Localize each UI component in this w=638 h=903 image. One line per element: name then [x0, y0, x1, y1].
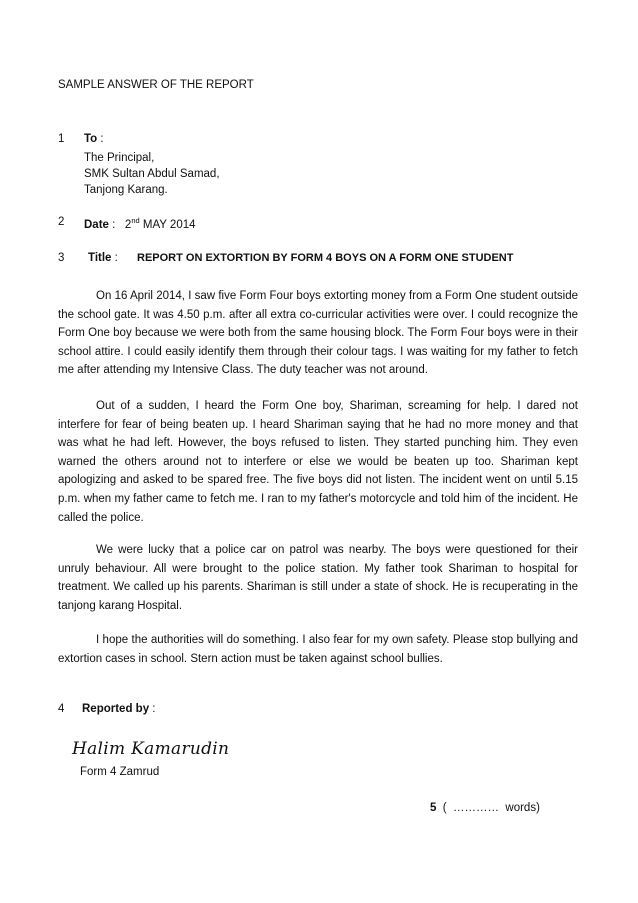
to-colon: : — [97, 133, 104, 145]
word-count-row — [430, 802, 540, 814]
title-label: Title — [88, 252, 112, 264]
to-label-row — [84, 133, 104, 145]
paragraph-1 — [58, 287, 578, 380]
word-count-number: 5 — [430, 802, 437, 814]
paragraph-2-text: Out of a sudden, I heard the Form One boy, Shariman, screaming for help. I dared not interfere for fear of being beaten up. I heard Shariman saying that he had no more money and that was what he had left. However, the boys refused to listen. They started punching him. They even warned the others around not to interfere or else we would be beaten up too. Shariman kept apologizing and asked to be spared free. The five boys did not listen. The incident went on until 5.15 p.m. when my father came to fetch me. I ran to my father's motorcycle and told him of the incident. He called the police. — [58, 400, 578, 524]
reported-by-label: Reported by — [82, 703, 150, 715]
signature: Halim Kamarudin — [72, 739, 230, 759]
date-colon: : — [108, 218, 125, 231]
title-number: 3 — [58, 252, 65, 264]
paragraph-4 — [58, 631, 578, 668]
date-label: Date — [84, 218, 109, 231]
title-label-row — [88, 252, 118, 264]
report-heading: SAMPLE ANSWER OF THE REPORT — [58, 79, 254, 91]
paragraph-1-text: On 16 April 2014, I saw five Form Four boys extorting money from a Form One student outside the school gate. It was 4.50 p.m. after all extra co-curricular activities were over. I could recognize the Form One boy because we were both from the same housing block. The Form Four boys were in their school attire. I could easily identify them through their colour tags. I was waiting for my father to fetch me after attending my Intensive Class. The duty teacher was not around. — [58, 290, 578, 377]
word-count-text: ( ………… words) — [436, 802, 540, 814]
to-line-3: Tanjong Karang. — [84, 184, 168, 196]
reported-by-number: 4 — [58, 703, 65, 715]
paragraph-4-text: I hope the authorities will do something. I also fear for my own safety. Please stop bullying and extortion cases in school. Stern action must be taken against school bullies. — [58, 634, 578, 665]
to-number: 1 — [58, 133, 65, 145]
reported-by-colon: : — [149, 703, 156, 715]
date-row — [84, 216, 196, 231]
paragraph-3 — [58, 541, 578, 615]
paragraph-2 — [58, 397, 578, 527]
report-title: REPORT ON EXTORTION BY FORM 4 BOYS ON A FORM ONE STUDENT — [137, 252, 514, 264]
reported-by-row — [82, 703, 155, 715]
paragraph-3-text: We were lucky that a police car on patrol was nearby. The boys were questioned for their unruly behaviour. All were brought to the police station. My father took Shariman to hospital for treatment. We called up his parents. Shariman is still under a state of shock. He is recuperating in the tanjong karang Hospital. — [58, 544, 578, 612]
title-colon: : — [111, 252, 118, 264]
reporter-class: Form 4 Zamrud — [80, 766, 160, 778]
to-line-2: SMK Sultan Abdul Samad, — [84, 168, 220, 180]
date-suffix: nd — [131, 216, 140, 225]
date-number: 2 — [58, 216, 65, 228]
to-line-1: The Principal, — [84, 152, 155, 164]
date-day: 2 — [124, 218, 132, 231]
to-label: To — [84, 133, 98, 145]
date-rest: MAY 2014 — [139, 218, 196, 231]
